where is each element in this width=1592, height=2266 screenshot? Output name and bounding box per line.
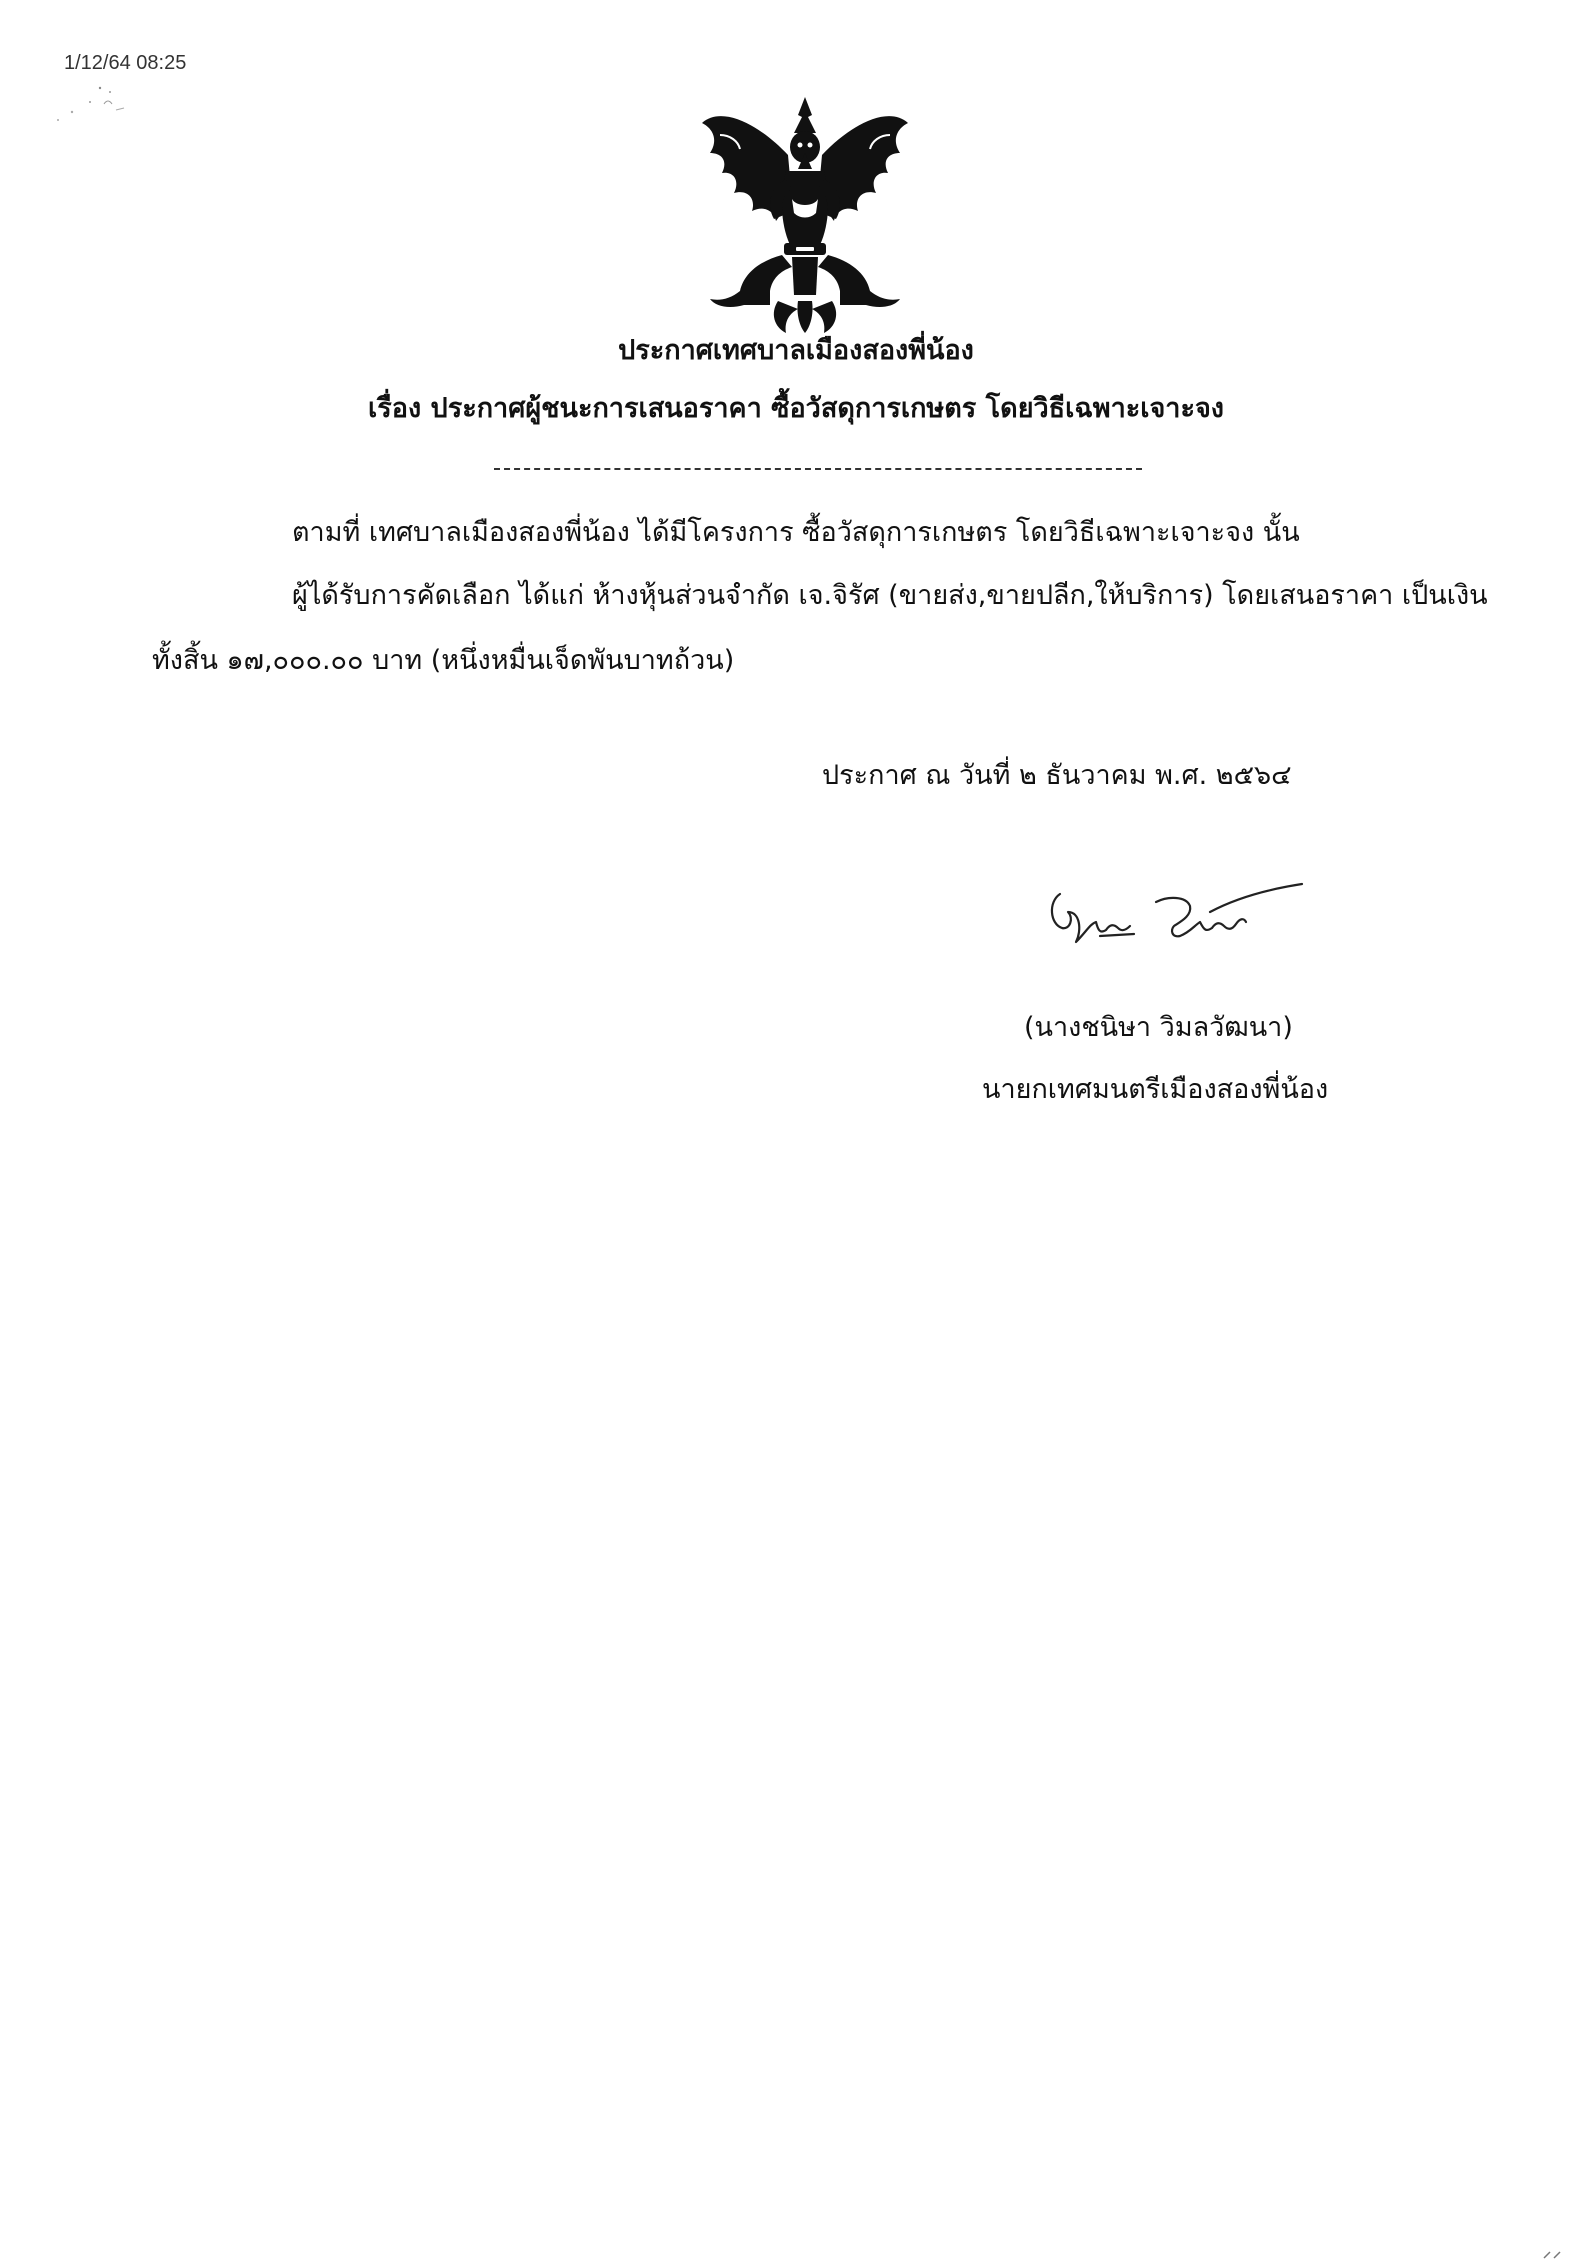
signer-position: นายกเทศมนตรีเมืองสองพี่น้อง: [982, 1074, 1329, 1105]
body-line-2: ผู้ได้รับการคัดเลือก ได้แก่ ห้างหุ้นส่วนจำกัด เจ.จิรัศ (ขายส่ง,ขายปลีก,ให้บริการ) โดยเสนอราคา เป็นเงิน: [292, 580, 1488, 611]
print-timestamp: 1/12/64 08:25: [64, 52, 187, 74]
body-line-1: ตามที่ เทศบาลเมืองสองพี่น้อง ได้มีโครงการ ซื้อวัสดุการเกษตร โดยวิธีเฉพาะเจาะจง นั้น: [292, 517, 1300, 548]
garuda-emblem-icon: [700, 95, 910, 335]
announcement-date: ประกาศ ณ วันที่ ๒ ธันวาคม พ.ศ. ๒๕๖๔: [822, 760, 1292, 791]
announcement-title: ประกาศเทศบาลเมืองสองพี่น้อง: [618, 335, 974, 366]
handwritten-signature-icon: [1040, 872, 1310, 962]
title-divider: [494, 468, 1142, 470]
announcement-subject: เรื่อง ประกาศผู้ชนะการเสนอราคา ซื้อวัสดุการเกษตร โดยวิธีเฉพาะเจาะจง: [368, 393, 1224, 424]
body-line-3: ทั้งสิ้น ๑๗,๐๐๐.๐๐ บาท (หนึ่งหมื่นเจ็ดพันบาทถ้วน): [152, 645, 735, 676]
scan-speck-marks: [40, 82, 150, 132]
signer-name: (นางชนิษา วิมลวัฒนา): [1024, 1012, 1293, 1043]
page-corner-mark: [1540, 2250, 1570, 2260]
